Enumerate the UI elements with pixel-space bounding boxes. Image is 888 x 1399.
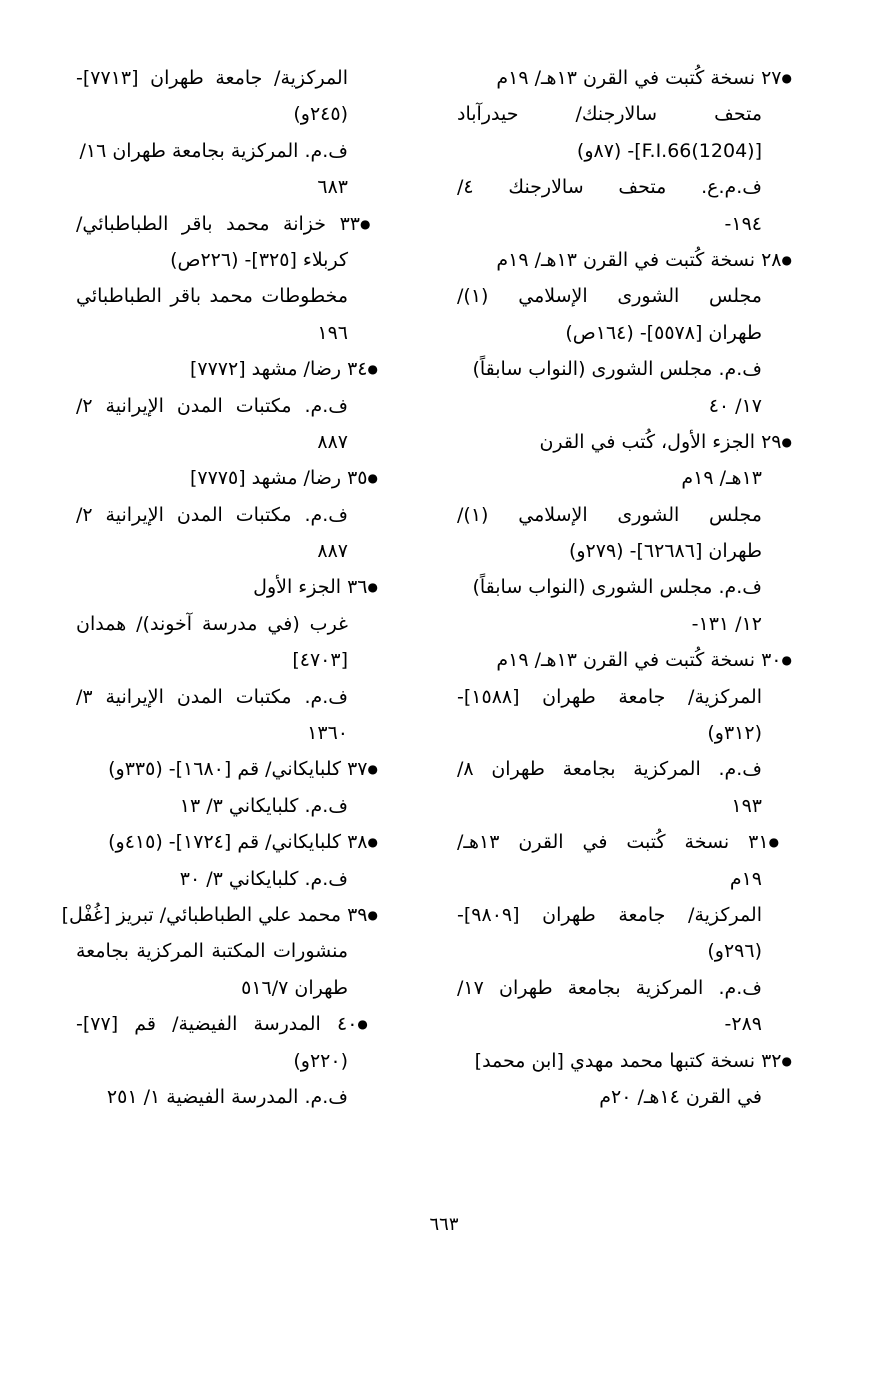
entry-line bbox=[76, 497, 378, 533]
entry-line bbox=[457, 1079, 792, 1115]
line-text: ١٩٦ bbox=[317, 321, 348, 344]
line-text: ٣٣ خزانة محمد باقر الطباطبائي/ bbox=[76, 212, 361, 235]
line-text: ٣٦ الجزء الأول bbox=[253, 576, 368, 599]
line-text: ٢٧ نسخة كُتبت في القرن ١٣هـ/ ١٩م bbox=[496, 67, 782, 89]
bullet-icon: ● bbox=[367, 762, 378, 777]
line-text: المركزية/ جامعة طهران [٩٨٠٩]- bbox=[457, 903, 762, 926]
entry-line bbox=[457, 970, 792, 1006]
entry-line bbox=[457, 351, 792, 387]
entry-line bbox=[76, 861, 378, 897]
right-column bbox=[457, 60, 792, 1115]
line-text: ١٢/ ١٣١- bbox=[691, 612, 762, 635]
line-text: ف.م. مجلس الشورى (النواب سابقاً) bbox=[472, 358, 762, 381]
line-text: ٣١ نسخة كُتبت في القرن ١٣هـ/ bbox=[457, 831, 769, 854]
entry-line bbox=[76, 96, 378, 132]
line-text: في القرن ١٤هـ/ ٢٠م bbox=[599, 1085, 762, 1108]
line-text: ٦٨٣ bbox=[317, 176, 348, 199]
page-number: ٦٦٣ bbox=[429, 1214, 459, 1235]
entry-heading-line bbox=[457, 824, 792, 860]
entry-heading-line bbox=[76, 351, 378, 387]
line-text: ٣٧ كلبايكاني/ قم [١٦٨٠]- (٣٣٥و) bbox=[108, 758, 368, 781]
entry-line bbox=[457, 315, 792, 351]
line-text: ف.م. كلبايكاني ٣/ ١٣ bbox=[179, 794, 348, 817]
line-text: منشورات المكتبة المركزية بجامعة bbox=[76, 940, 348, 963]
entry-line bbox=[457, 1006, 792, 1042]
entry-heading-line bbox=[76, 751, 378, 787]
entry-line bbox=[457, 278, 792, 314]
line-text: ٢٨ نسخة كُتبت في القرن ١٣هـ/ ١٩م bbox=[496, 248, 782, 271]
bullet-icon: ● bbox=[367, 362, 378, 377]
line-text: مخطوطات محمد باقر الطباطبائي bbox=[76, 285, 348, 308]
bullet-icon: ● bbox=[367, 580, 378, 595]
entry-line bbox=[76, 933, 378, 969]
entry-line bbox=[457, 388, 792, 424]
entry-heading-line bbox=[457, 60, 792, 96]
entry-line bbox=[76, 533, 378, 569]
entry-line bbox=[457, 569, 792, 605]
line-text: مجلس الشورى الإسلامي (١)/ bbox=[457, 285, 762, 308]
line-text: ٨٨٧ bbox=[317, 430, 348, 453]
bullet-icon: ● bbox=[781, 71, 792, 85]
entry-line bbox=[76, 60, 378, 96]
entry-heading-line bbox=[76, 824, 378, 860]
line-text: ٤٠ المدرسة الفيضية/ قم [٧٧]- bbox=[76, 1013, 358, 1036]
line-text: ١٧/ ٤٠ bbox=[708, 394, 762, 417]
entry-heading-line bbox=[457, 1043, 792, 1079]
entry-line bbox=[76, 315, 378, 351]
entry-line bbox=[76, 715, 378, 751]
entry-line bbox=[457, 133, 792, 169]
bullet-icon: ● bbox=[367, 835, 378, 850]
entry-line bbox=[76, 970, 378, 1006]
entry-line bbox=[76, 1043, 378, 1079]
line-text: ف.م. مكتبات المدن الإيرانية ٢/ bbox=[76, 503, 348, 526]
line-text: ١٣٦٠ bbox=[307, 722, 348, 745]
line-text: المركزية/ جامعة طهران [٧٧١٣]- bbox=[76, 67, 348, 89]
line-text: ف.م.ع. متحف سالارجنك ٤/ bbox=[457, 176, 762, 199]
line-text: ١٩م bbox=[729, 867, 762, 890]
entry-line bbox=[76, 242, 378, 278]
line-text: متحف سالارجنك/ حيدرآباد bbox=[457, 103, 762, 126]
line-text: ٣٥ رضا/ مشهد [٧٧٧٥] bbox=[189, 467, 368, 490]
line-text: ٣٤ رضا/ مشهد [٧٧٧٢] bbox=[189, 358, 368, 381]
line-text: طهران ٥١٦/٧ bbox=[241, 976, 348, 999]
line-text: غرب (في مدرسة آخوند)/ همدان bbox=[76, 612, 348, 635]
line-text: [٤٧٠٣] bbox=[292, 649, 348, 672]
bullet-icon: ● bbox=[781, 434, 792, 449]
entry-line bbox=[457, 788, 792, 824]
entry-line bbox=[457, 533, 792, 569]
entry-line bbox=[76, 169, 378, 205]
line-text: ٨٨٧ bbox=[317, 540, 348, 563]
entry-line bbox=[457, 897, 792, 933]
line-text: ف.م. مكتبات المدن الإيرانية ٢/ bbox=[76, 394, 348, 417]
line-text: (٢٢٠و) bbox=[293, 1049, 348, 1072]
line-text: ٣٨ كلبايكاني/ قم [١٧٢٤]- (٤١٥و) bbox=[108, 831, 368, 854]
line-text: ١٩٣ bbox=[731, 794, 762, 817]
line-text: (٢٩٦و) bbox=[707, 940, 762, 963]
line-text: المركزية/ جامعة طهران [١٥٨٨]- bbox=[457, 685, 762, 708]
entry-line bbox=[457, 497, 792, 533]
entry-line bbox=[457, 751, 792, 787]
bullet-icon: ● bbox=[357, 1017, 378, 1032]
entry-line bbox=[76, 133, 378, 169]
entry-line bbox=[76, 424, 378, 460]
line-text: ف.م. المركزية بجامعة طهران ٨/ bbox=[457, 758, 762, 781]
left-column bbox=[61, 60, 378, 1115]
entry-line bbox=[76, 679, 378, 715]
entry-line bbox=[457, 679, 792, 715]
line-text: ف.م. المركزية بجامعة طهران ١٧/ bbox=[457, 976, 762, 999]
bullet-icon: ● bbox=[768, 835, 792, 850]
entry-line bbox=[457, 933, 792, 969]
entry-line bbox=[457, 206, 792, 242]
entry-heading-line bbox=[76, 1006, 378, 1042]
line-text: ف.م. كلبايكاني ٣/ ٣٠ bbox=[179, 867, 348, 890]
entry-line bbox=[76, 1079, 378, 1115]
entry-heading-line bbox=[76, 460, 378, 496]
line-text: ف.م. مجلس الشورى (النواب سابقاً) bbox=[472, 576, 762, 599]
entry-heading-line bbox=[61, 897, 378, 933]
line-text: [F.I.66(1204)]- (٨٧و) bbox=[576, 139, 762, 162]
entry-line bbox=[457, 96, 792, 132]
line-text: طهران [٥٥٧٨]- (١٦٤ص) bbox=[565, 321, 762, 344]
entry-line bbox=[457, 606, 792, 642]
bullet-icon: ● bbox=[781, 653, 792, 668]
line-text: ٣٩ محمد علي الطباطبائي/ تبريز [غُفْل] bbox=[61, 903, 368, 926]
line-text: ٣٢ نسخة كتبها محمد مهدي [ابن محمد] bbox=[474, 1049, 782, 1072]
entry-line bbox=[457, 715, 792, 751]
entry-line bbox=[76, 278, 378, 314]
entry-line bbox=[76, 606, 378, 642]
entry-line bbox=[76, 642, 378, 678]
entry-heading-line bbox=[76, 206, 378, 242]
line-text: مجلس الشورى الإسلامي (١)/ bbox=[457, 503, 762, 526]
bullet-icon: ● bbox=[781, 1053, 792, 1068]
entry-line bbox=[76, 388, 378, 424]
line-text: ٢٩ الجزء الأول، كُتب في القرن bbox=[539, 430, 782, 453]
line-text: ٣٠ نسخة كُتبت في القرن ١٣هـ/ ١٩م bbox=[496, 649, 782, 672]
line-text: ف.م. المركزية بجامعة طهران ١٦/ bbox=[79, 139, 348, 162]
line-text: ف.م. مكتبات المدن الإيرانية ٣/ bbox=[76, 685, 348, 708]
bullet-icon: ● bbox=[781, 252, 792, 267]
bullet-icon: ● bbox=[367, 907, 378, 922]
line-text: ١٩٤- bbox=[724, 212, 762, 235]
entry-line bbox=[457, 460, 792, 496]
entry-heading-line bbox=[76, 569, 378, 605]
line-text: كربلاء [٣٢٥]- (٢٢٦ص) bbox=[170, 248, 348, 271]
entry-line bbox=[76, 788, 378, 824]
line-text: ف.م. المدرسة الفيضية ١/ ٢٥١ bbox=[106, 1085, 348, 1108]
line-text: طهران [٦٢٦٨٦]- (٢٧٩و) bbox=[568, 540, 762, 563]
line-text: (٣١٢و) bbox=[707, 722, 762, 745]
entry-heading-line bbox=[457, 242, 792, 278]
bullet-icon: ● bbox=[367, 471, 378, 486]
entry-heading-line bbox=[457, 642, 792, 678]
entry-line bbox=[457, 169, 792, 205]
line-text: ٢٨٩- bbox=[724, 1013, 762, 1036]
entry-heading-line bbox=[457, 424, 792, 460]
entry-line bbox=[457, 861, 792, 897]
line-text: ١٣هـ/ ١٩م bbox=[681, 467, 762, 490]
bullet-icon: ● bbox=[360, 216, 378, 231]
line-text: (٢٤٥و) bbox=[293, 103, 348, 126]
